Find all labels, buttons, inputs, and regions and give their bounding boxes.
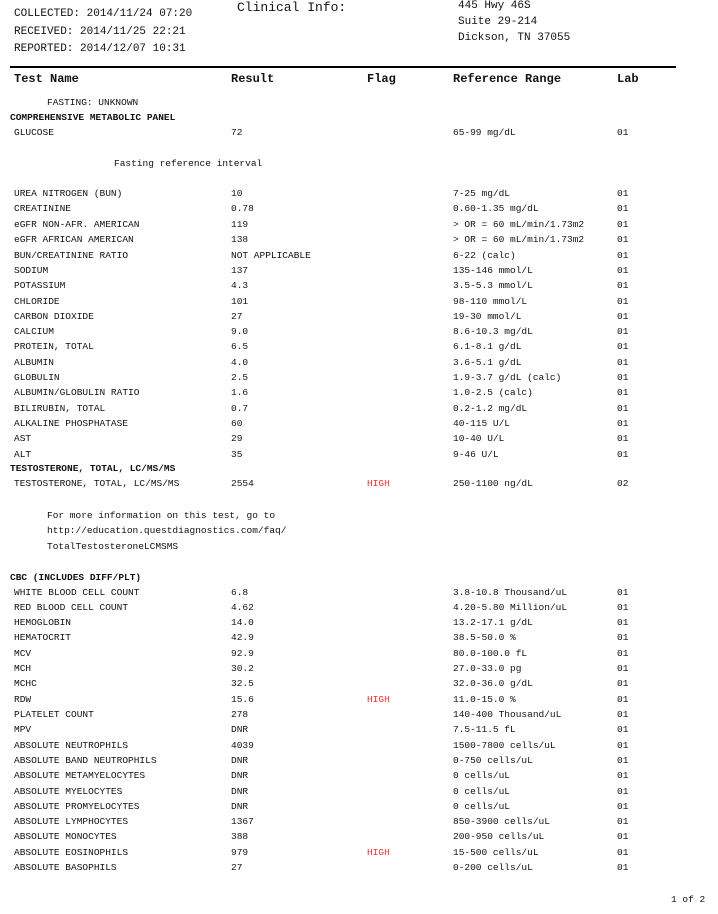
cell-name: ABSOLUTE LYMPHOCYTES — [14, 816, 129, 827]
cell-name: RDW — [14, 694, 32, 705]
cell-range: > OR = 60 mL/min/1.73m2 — [453, 234, 585, 245]
cell-result: 388 — [231, 831, 249, 842]
cell-result: 278 — [231, 709, 249, 720]
cell-lab: 01 — [617, 326, 629, 337]
cell-range: 9-46 U/L — [453, 449, 499, 460]
cell-lab: 01 — [617, 847, 629, 858]
cell-range: 0-750 cells/uL — [453, 755, 533, 766]
cell-name: UREA NITROGEN (BUN) — [14, 188, 123, 199]
clinical-info-label: Clinical Info: — [237, 0, 347, 15]
cell-result: 27 — [231, 862, 243, 873]
address-line-3: Dickson, TN 37055 — [458, 32, 571, 44]
cell-result: 4.0 — [231, 357, 249, 368]
cell-range: 1.0-2.5 (calc) — [453, 387, 533, 398]
cell-result: 6.8 — [231, 587, 249, 598]
cell-range: 6-22 (calc) — [453, 250, 516, 261]
cell-lab: 01 — [617, 418, 629, 429]
cell-name: ALT — [14, 449, 32, 460]
cell-name: BILIRUBIN, TOTAL — [14, 403, 106, 414]
cell-range: 7.5-11.5 fL — [453, 724, 516, 735]
cell-name: ALKALINE PHOSPHATASE — [14, 418, 129, 429]
cell-result: 0.78 — [231, 203, 254, 214]
cell-lab: 01 — [617, 341, 629, 352]
cell-lab: 01 — [617, 357, 629, 368]
cell-name: WHITE BLOOD CELL COUNT — [14, 587, 140, 598]
cell-name: CREATININE — [14, 203, 72, 214]
cell-result: 10 — [231, 188, 243, 199]
page-number: 1 of 2 — [671, 894, 706, 905]
cell-result: NOT APPLICABLE — [231, 250, 311, 261]
cell-lab: 01 — [617, 786, 629, 797]
cell-lab: 01 — [617, 203, 629, 214]
cell-name: ABSOLUTE NEUTROPHILS — [14, 740, 129, 751]
cell-flag: HIGH — [367, 478, 390, 489]
cell-range: 8.6-10.3 mg/dL — [453, 326, 533, 337]
testosterone-info-line-1: For more information on this test, go to — [47, 510, 276, 521]
cell-result: 6.5 — [231, 341, 249, 352]
cell-lab: 01 — [617, 694, 629, 705]
cell-result: 9.0 — [231, 326, 249, 337]
cell-result: DNR — [231, 770, 249, 781]
cell-name: RED BLOOD CELL COUNT — [14, 602, 129, 613]
cell-range: 1500-7800 cells/uL — [453, 740, 556, 751]
cell-range: 13.2-17.1 g/dL — [453, 617, 533, 628]
cell-range: 11.0-15.0 % — [453, 694, 516, 705]
cell-name: ABSOLUTE BAND NEUTROPHILS — [14, 755, 157, 766]
cell-name: eGFR AFRICAN AMERICAN — [14, 234, 134, 245]
cell-result: 30.2 — [231, 663, 254, 674]
cell-lab: 01 — [617, 296, 629, 307]
cell-name: eGFR NON-AFR. AMERICAN — [14, 219, 140, 230]
cell-name: ABSOLUTE MYELOCYTES — [14, 786, 123, 797]
cell-result: 60 — [231, 418, 243, 429]
cell-name: SODIUM — [14, 265, 49, 276]
cell-name: ABSOLUTE METAMYELOCYTES — [14, 770, 146, 781]
cell-name: PROTEIN, TOTAL — [14, 341, 94, 352]
cell-range: 1.9-3.7 g/dL (calc) — [453, 372, 562, 383]
fasting-note: FASTING: UNKNOWN — [47, 97, 139, 108]
cell-name: GLUCOSE — [14, 127, 54, 138]
cell-lab: 01 — [617, 403, 629, 414]
cell-range: 10-40 U/L — [453, 433, 505, 444]
collected-date: COLLECTED: 2014/11/24 07:20 — [14, 8, 193, 20]
cell-lab: 01 — [617, 663, 629, 674]
section-title-testosterone: TESTOSTERONE, TOTAL, LC/MS/MS — [10, 463, 176, 474]
cell-range: 0.2-1.2 mg/dL — [453, 403, 528, 414]
address-line-2: Suite 29-214 — [458, 16, 538, 28]
cell-lab: 01 — [617, 648, 629, 659]
cell-name: PLATELET COUNT — [14, 709, 94, 720]
cell-lab: 01 — [617, 372, 629, 383]
cell-name: ALBUMIN — [14, 357, 54, 368]
cell-result: 979 — [231, 847, 249, 858]
cell-result: 2554 — [231, 478, 254, 489]
col-test-name: Test Name — [14, 72, 79, 86]
cell-lab: 01 — [617, 770, 629, 781]
cell-lab: 01 — [617, 311, 629, 322]
cell-range: 3.5-5.3 mmol/L — [453, 280, 533, 291]
cell-name: GLOBULIN — [14, 372, 60, 383]
cell-range: 7-25 mg/dL — [453, 188, 511, 199]
cell-result: 1367 — [231, 816, 254, 827]
cell-name: AST — [14, 433, 32, 444]
cell-name: CALCIUM — [14, 326, 54, 337]
header-divider — [10, 66, 676, 68]
cell-range: 3.8-10.8 Thousand/uL — [453, 587, 568, 598]
section-title-cbc: CBC (INCLUDES DIFF/PLT) — [10, 572, 142, 583]
cell-result: 0.7 — [231, 403, 249, 414]
col-result: Result — [231, 72, 275, 86]
cell-name: BUN/CREATININE RATIO — [14, 250, 129, 261]
cell-range: 0 cells/uL — [453, 801, 511, 812]
cell-range: 65-99 mg/dL — [453, 127, 516, 138]
cell-name: MPV — [14, 724, 32, 735]
cell-range: 850-3900 cells/uL — [453, 816, 550, 827]
col-lab: Lab — [617, 72, 639, 86]
received-date: RECEIVED: 2014/11/25 22:21 — [14, 26, 186, 38]
cell-range: 250-1100 ng/dL — [453, 478, 533, 489]
cell-range: 0 cells/uL — [453, 786, 511, 797]
reported-date: REPORTED: 2014/12/07 10:31 — [14, 43, 186, 55]
cell-result: 15.6 — [231, 694, 254, 705]
cell-lab: 01 — [617, 265, 629, 276]
cell-result: 72 — [231, 127, 243, 138]
cell-flag: HIGH — [367, 694, 390, 705]
cell-name: POTASSIUM — [14, 280, 66, 291]
cell-name: CARBON DIOXIDE — [14, 311, 94, 322]
cell-range: 6.1-8.1 g/dL — [453, 341, 522, 352]
cell-lab: 01 — [617, 862, 629, 873]
cell-lab: 01 — [617, 678, 629, 689]
cell-name: CHLORIDE — [14, 296, 60, 307]
cell-range: 38.5-50.0 % — [453, 632, 516, 643]
cell-range: 200-950 cells/uL — [453, 831, 545, 842]
cell-lab: 01 — [617, 709, 629, 720]
cell-range: 40-115 U/L — [453, 418, 511, 429]
cell-result: 92.9 — [231, 648, 254, 659]
cell-name: MCV — [14, 648, 32, 659]
cell-range: 0 cells/uL — [453, 770, 511, 781]
cell-result: 138 — [231, 234, 249, 245]
cell-flag: HIGH — [367, 847, 390, 858]
cell-lab: 01 — [617, 740, 629, 751]
testosterone-info-line-3: TotalTestosteroneLCMSMS — [47, 541, 179, 552]
cell-lab: 01 — [617, 831, 629, 842]
cell-result: 1.6 — [231, 387, 249, 398]
cell-lab: 01 — [617, 449, 629, 460]
cell-lab: 01 — [617, 250, 629, 261]
cell-result: 2.5 — [231, 372, 249, 383]
col-flag: Flag — [367, 72, 396, 86]
cell-lab: 01 — [617, 801, 629, 812]
cell-lab: 01 — [617, 387, 629, 398]
cell-range: 3.6-5.1 g/dL — [453, 357, 522, 368]
cell-name: ABSOLUTE EOSINOPHILS — [14, 847, 129, 858]
cell-name: ABSOLUTE MONOCYTES — [14, 831, 117, 842]
cell-result: 42.9 — [231, 632, 254, 643]
cell-result: DNR — [231, 755, 249, 766]
cell-range: 19-30 mmol/L — [453, 311, 522, 322]
cell-result: 27 — [231, 311, 243, 322]
cell-lab: 01 — [617, 587, 629, 598]
cell-name: HEMOGLOBIN — [14, 617, 72, 628]
cell-range: 80.0-100.0 fL — [453, 648, 528, 659]
cell-range: 15-500 cells/uL — [453, 847, 539, 858]
cell-lab: 01 — [617, 234, 629, 245]
cell-result: 32.5 — [231, 678, 254, 689]
cell-lab: 02 — [617, 478, 629, 489]
fasting-reference-note: Fasting reference interval — [114, 158, 263, 169]
cell-result: 14.0 — [231, 617, 254, 628]
cell-result: DNR — [231, 724, 249, 735]
cell-name: MCH — [14, 663, 32, 674]
cell-name: ALBUMIN/GLOBULIN RATIO — [14, 387, 140, 398]
cell-lab: 01 — [617, 433, 629, 444]
cell-range: 32.0-36.0 g/dL — [453, 678, 533, 689]
cell-lab: 01 — [617, 219, 629, 230]
testosterone-info-link[interactable]: http://education.questdiagnostics.com/faq/ — [47, 525, 287, 536]
cell-result: 137 — [231, 265, 249, 276]
cell-name: HEMATOCRIT — [14, 632, 72, 643]
cell-range: > OR = 60 mL/min/1.73m2 — [453, 219, 585, 230]
cell-lab: 01 — [617, 632, 629, 643]
cell-name: ABSOLUTE BASOPHILS — [14, 862, 117, 873]
cell-range: 135-146 mmol/L — [453, 265, 533, 276]
cell-result: 4.3 — [231, 280, 249, 291]
cell-result: DNR — [231, 801, 249, 812]
cell-name: MCHC — [14, 678, 37, 689]
cell-range: 0.60-1.35 mg/dL — [453, 203, 539, 214]
address-line-1: 445 Hwy 46S — [458, 0, 531, 12]
cell-range: 0-200 cells/uL — [453, 862, 533, 873]
cell-range: 98-110 mmol/L — [453, 296, 528, 307]
cell-result: 101 — [231, 296, 249, 307]
cell-range: 140-400 Thousand/uL — [453, 709, 562, 720]
cell-lab: 01 — [617, 602, 629, 613]
cell-result: 119 — [231, 219, 249, 230]
cell-range: 27.0-33.0 pg — [453, 663, 522, 674]
cell-lab: 01 — [617, 816, 629, 827]
cell-lab: 01 — [617, 755, 629, 766]
cell-lab: 01 — [617, 188, 629, 199]
cell-name: ABSOLUTE PROMYELOCYTES — [14, 801, 140, 812]
cell-result: 29 — [231, 433, 243, 444]
cell-lab: 01 — [617, 280, 629, 291]
cell-result: 35 — [231, 449, 243, 460]
cell-lab: 01 — [617, 127, 629, 138]
cell-result: DNR — [231, 786, 249, 797]
cell-lab: 01 — [617, 724, 629, 735]
cell-range: 4.20-5.80 Million/uL — [453, 602, 568, 613]
cell-result: 4.62 — [231, 602, 254, 613]
cell-name: TESTOSTERONE, TOTAL, LC/MS/MS — [14, 478, 180, 489]
cell-result: 4039 — [231, 740, 254, 751]
col-reference-range: Reference Range — [453, 72, 562, 86]
cell-lab: 01 — [617, 617, 629, 628]
section-title-cmp: COMPREHENSIVE METABOLIC PANEL — [10, 112, 176, 123]
